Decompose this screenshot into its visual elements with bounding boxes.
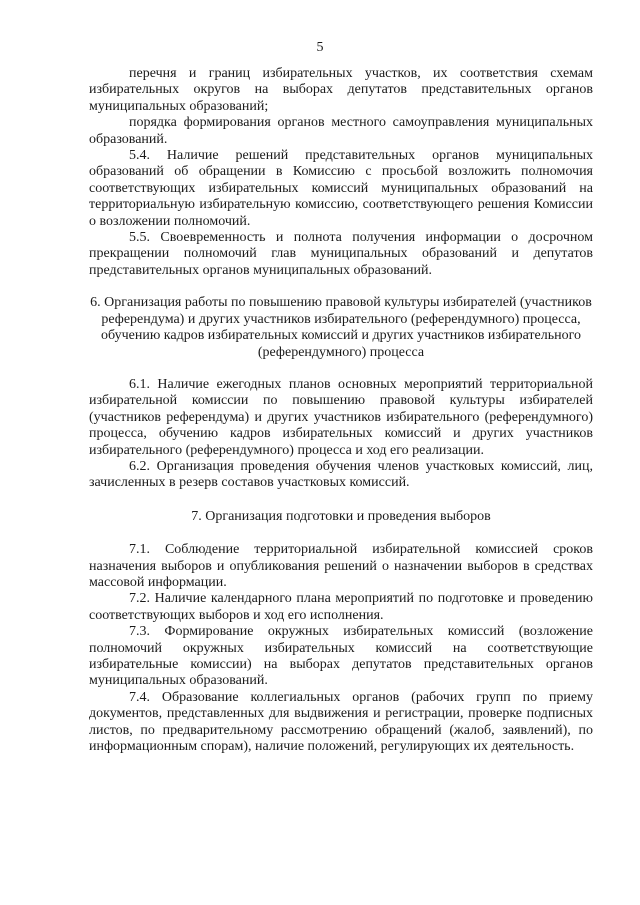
spacer — [89, 492, 593, 509]
paragraph-5-5: 5.5. Своевременность и полнота получения информации о досрочном прекращении полномочий глав муниципальных образований и депутатов представительных органов муниципальных образований. — [89, 230, 593, 278]
spacer — [89, 361, 593, 377]
paragraph-7-1: 7.1. Соблюдение территориальной избирательной комиссией сроков назначения выборов и опубликования решений о назначении выборов в средствах массовой информации. — [89, 542, 593, 590]
paragraph-5-4: 5.4. Наличие решений представительных органов муниципальных образований об обращении в Комиссию с просьбой возложить полномочия соответствующих избирательных комиссий муниципальных образований на территориальную избирательную комиссию, соответствующего решения Комиссии о возложении полномочий. — [89, 148, 593, 229]
spacer — [89, 279, 593, 295]
paragraph-7-3: 7.3. Формирование окружных избирательных комиссий (возложение полномочий окружных избирательных комиссий на соответствующие избирательные комиссии) на выборах депутатов представительных органов муниципальных образований. — [89, 624, 593, 689]
paragraph-list-item-precincts: перечня и границ избирательных участков, их соответствия схемам избирательных округов на выборах депутатов представительных органов муниципальных образований; — [89, 66, 593, 114]
paragraph-6-2: 6.2. Организация проведения обучения членов участковых комиссий, лиц, зачисленных в резерв составов участковых комиссий. — [89, 458, 593, 491]
document-body — [89, 66, 593, 755]
paragraph-7-2: 7.2. Наличие календарного плана мероприятий по подготовке и проведению соответствующих выборов и ход его исполнения. — [89, 591, 593, 623]
paragraph-6-1: 6.1. Наличие ежегодных планов основных мероприятий территориальной избирательной комиссии по повышению правовой культуры избирателей (участников референдума) и других участников избирательного (референдумного) процесса, обучению кадров избирательных комиссий и других участников избирательного (референдумного) процесса и ход его реализации. — [89, 376, 593, 458]
section-heading-6: 6. Организация работы по повышению правовой культуры избирателей (участников референдума) и других участников избирательного (референдумного) процесса, обучению кадров избирательных комиссий и других участников избирательного (референдумного) процесса — [90, 295, 592, 360]
section-heading-7: 7. Организация подготовки и проведения выборов — [191, 508, 491, 524]
page-number: 5 — [316, 40, 324, 55]
spacer — [89, 525, 593, 542]
paragraph-list-item-procedure: порядка формирования органов местного самоуправления муниципальных образований. — [89, 115, 593, 147]
paragraph-7-4: 7.4. Образование коллегиальных органов (рабочих групп по приему документов, представленных для выдвижения и регистрации, проверке подписных листов, по предварительному рассмотрению обращений (жалоб, заявлений), по информационным спорам), наличие положений, регулирующих их деятельность. — [89, 689, 593, 755]
